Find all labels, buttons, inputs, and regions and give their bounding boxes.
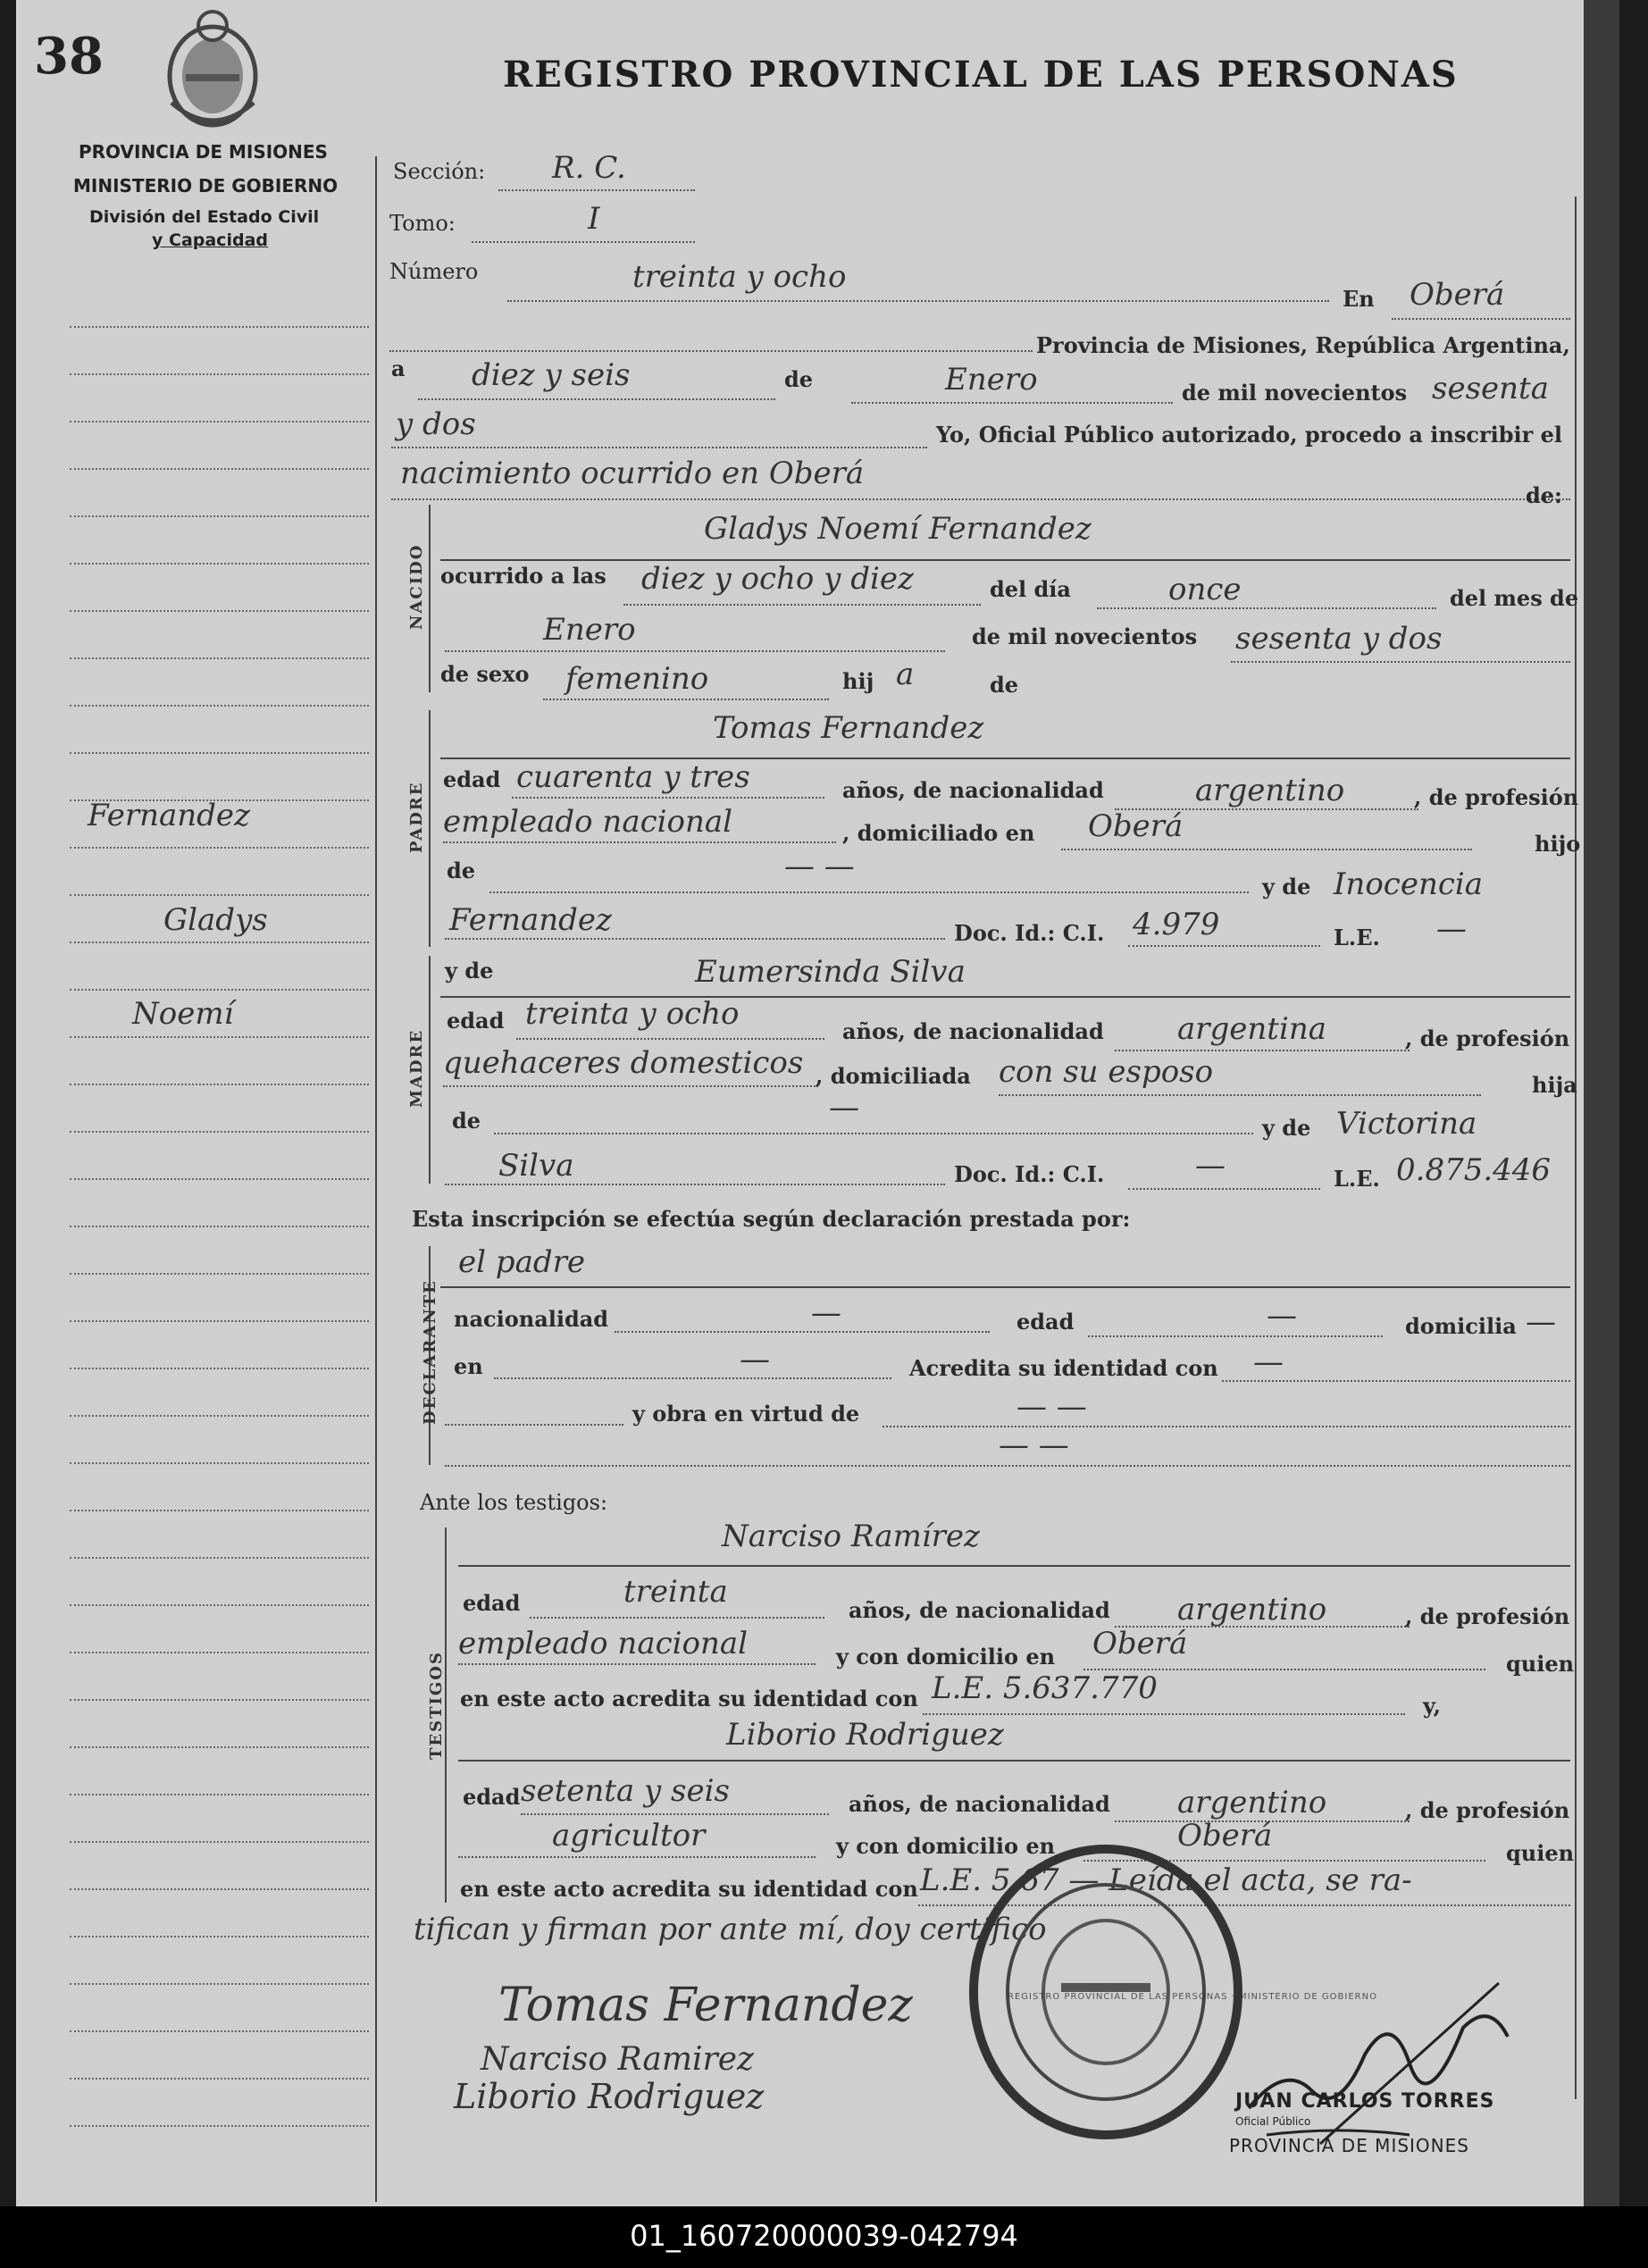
margin-ruled-line — [70, 989, 369, 991]
page-title: REGISTRO PROVINCIAL DE LAS PERSONAS — [503, 54, 1459, 96]
mes-acta-line — [851, 402, 1173, 404]
field-madre-hija-de: — — [829, 1090, 859, 1126]
decl-nac-line — [615, 1331, 990, 1333]
label-t2-acto: en este acto acredita su identidad con — [460, 1876, 918, 1902]
signature-witness-2: Liborio Rodriguez — [454, 2077, 765, 2116]
label-padre-nac: años, de nacionalidad — [842, 777, 1104, 803]
label-t1-nac: años, de nacionalidad — [849, 1597, 1110, 1623]
field-madre-dom: con su esposo — [999, 1054, 1214, 1090]
label-de-colon: de: — [1526, 482, 1562, 508]
field-padre-madre-1: Inocencia — [1334, 866, 1484, 902]
form-right-border — [1575, 197, 1577, 2099]
blank-line-1 — [389, 350, 1033, 352]
margin-surname: Fernandez — [88, 798, 250, 833]
field-decl-en: — — [740, 1342, 770, 1377]
label-de-1: de — [784, 366, 814, 392]
label-t1-edad: edad — [463, 1590, 521, 1616]
dept-line-2: MINISTERIO DE GOBIERNO — [73, 175, 339, 197]
officer-province: PROVINCIA DE MISIONES — [1229, 2135, 1469, 2156]
field-t2-nac: argentino — [1177, 1785, 1327, 1820]
t2-edad-line — [521, 1813, 829, 1815]
dia-acta-line — [418, 398, 775, 400]
decl-obra-pre-line — [445, 1424, 623, 1426]
label-decl-nac: nacionalidad — [454, 1306, 609, 1332]
mes-nac-line — [445, 650, 945, 652]
field-t2-edad: setenta y seis — [521, 1773, 730, 1809]
field-decl-acredita: — — [1253, 1344, 1284, 1380]
label-provincia: Provincia de Misiones, República Argentina, — [1036, 332, 1570, 358]
madre-madre-line — [445, 1184, 945, 1185]
field-madre-le: 0.875.446 — [1396, 1152, 1552, 1188]
margin-ruled-line — [70, 2078, 369, 2080]
madre-ci-line — [1128, 1188, 1320, 1190]
margin-ruled-line — [70, 1510, 369, 1511]
field-t1-prof: empleado nacional — [458, 1626, 749, 1661]
margin-divider — [375, 156, 377, 2202]
field-madre-edad: treinta y ocho — [525, 996, 740, 1032]
margin-ruled-line — [70, 847, 369, 849]
margin-ruled-line — [70, 1888, 369, 1890]
declarante-side-label: DECLARANTE — [421, 1279, 439, 1425]
margin-ruled-line — [70, 657, 369, 659]
field-decl-extra: — — — [999, 1427, 1069, 1463]
madre-edad-line — [516, 1038, 824, 1040]
label-sexo: de sexo — [440, 661, 530, 687]
label-numero: Número — [389, 259, 479, 284]
dept-line-3: División del Estado Civil — [89, 207, 320, 227]
margin-ruled-line — [70, 610, 369, 612]
decl-obra-line — [883, 1426, 1570, 1427]
label-ocurrido: ocurrido a las — [440, 563, 606, 589]
field-nombre-nacido: Gladys Noemí Fernandez — [704, 511, 1092, 547]
label-t2-quien: quien — [1506, 1840, 1575, 1866]
label-padre-hijo: hijo — [1535, 831, 1581, 857]
label-padre-dom: , domiciliado en — [842, 820, 1035, 846]
madre-nac-line — [1115, 1050, 1410, 1051]
madre-side-label: MADRE — [407, 1028, 426, 1108]
madre-prof-line — [443, 1085, 818, 1087]
field-testigo2: Liborio Rodriguez — [726, 1717, 1004, 1753]
label-tomo: Tomo: — [389, 211, 456, 236]
margin-ruled-line — [70, 1084, 369, 1085]
padre-madre-line — [445, 938, 945, 940]
label-padre-prof: , de profesión — [1414, 784, 1579, 810]
margin-ruled-line — [70, 1415, 369, 1417]
field-sexo: femenino — [565, 661, 709, 697]
label-del-mes: del mes de — [1450, 585, 1579, 611]
label-madre-y-de: y de — [445, 958, 494, 983]
label-decl-en: en — [454, 1353, 483, 1379]
label-madre-de: de — [452, 1108, 481, 1134]
field-t1-dom: Oberá — [1092, 1626, 1188, 1661]
field-madre-prof: quehaceres domesticos — [443, 1045, 804, 1081]
field-dia-nac: once — [1168, 572, 1242, 607]
margin-ruled-line — [70, 1557, 369, 1559]
nacido-bracket — [429, 505, 431, 692]
margin-ruled-line — [70, 894, 369, 896]
field-madre-nombre: Eumersinda Silva — [695, 954, 966, 990]
field-madre-madre-1: Victorina — [1336, 1106, 1477, 1142]
seccion-line — [498, 189, 695, 191]
field-padre-hijo-de: — — — [784, 849, 855, 884]
madre-dom-line — [999, 1094, 1481, 1096]
hora-line — [623, 604, 981, 606]
label-padre-de: de — [447, 858, 476, 883]
field-anio-acta-2: y dos — [396, 406, 476, 442]
label-decl-obra: y obra en virtud de — [632, 1401, 860, 1427]
dept-line-1: PROVINCIA DE MISIONES — [79, 141, 328, 163]
testigos-side-label: TESTIGOS — [427, 1651, 446, 1760]
field-seccion: R. C. — [552, 150, 626, 186]
field-decl-edad: — — [1267, 1298, 1297, 1334]
footer-bar — [0, 2206, 1648, 2268]
field-hora: diez y ocho y diez — [641, 561, 914, 597]
margin-ruled-line — [70, 1273, 369, 1275]
field-t2-dom: Oberá — [1177, 1818, 1273, 1854]
padre-bracket — [429, 710, 431, 947]
footer-code: 01_160720000039-042794 — [630, 2219, 1018, 2253]
label-decl-edad: edad — [1016, 1309, 1075, 1335]
padre-side-label: PADRE — [407, 781, 426, 853]
label-t2-edad: edad — [463, 1784, 521, 1810]
book-binding-edge — [1584, 0, 1619, 2206]
margin-ruled-line — [70, 1936, 369, 1937]
label-t1-prof: , de profesión — [1405, 1603, 1570, 1629]
margin-ruled-line — [70, 468, 369, 470]
signature-father: Tomas Fernandez — [498, 1979, 913, 2032]
label-madre-doc: Doc. Id.: C.I. — [954, 1161, 1105, 1187]
label-de-mil-2: de mil novecientos — [972, 623, 1198, 649]
margin-ruled-line — [70, 1983, 369, 1985]
label-padre-doc: Doc. Id.: C.I. — [954, 920, 1105, 946]
coat-of-arms-icon — [159, 4, 266, 130]
field-t2-doc: L.E. 5.67 — Leída el acta, se ra- — [920, 1862, 1412, 1898]
t2-prof-line — [458, 1856, 816, 1858]
margin-ruled-line — [70, 1604, 369, 1606]
margin-ruled-line — [70, 2125, 369, 2127]
seal-text: REGISTRO PROVINCIAL DE LAS PERSONAS · MINISTERIO DE GOBIERNO — [1008, 1992, 1377, 2002]
madre-bracket — [429, 956, 431, 1184]
field-decl-obra: — — — [1016, 1389, 1087, 1425]
field-madre-madre-2: Silva — [498, 1148, 574, 1184]
t1-doc-line — [923, 1713, 1405, 1715]
field-t1-doc: L.E. 5.637.770 — [932, 1670, 1158, 1706]
margin-ruled-line — [70, 752, 369, 754]
field-declarante: el padre — [458, 1244, 585, 1280]
margin-ruled-line — [70, 563, 369, 565]
field-numero: treinta y ocho — [632, 259, 847, 295]
field-padre-edad: cuarenta y tres — [516, 759, 750, 795]
field-dia-acta: diez y seis — [472, 357, 631, 393]
margin-ruled-line — [70, 1131, 369, 1133]
field-t2-prof: agricultor — [552, 1818, 706, 1854]
decl-acredita-line — [1222, 1380, 1570, 1382]
margin-ruled-line — [70, 1368, 369, 1369]
label-decl-dom: domicilia — [1405, 1313, 1517, 1339]
margin-ruled-line — [70, 1178, 369, 1180]
declarante-name-line — [440, 1286, 1570, 1288]
signature-witness-1: Narciso Ramirez — [481, 2041, 754, 2078]
margin-ruled-line — [70, 1699, 369, 1701]
label-decl-acredita: Acredita su identidad con — [909, 1355, 1218, 1381]
anio-acta-line — [391, 447, 927, 448]
label-padre-edad: edad — [443, 766, 501, 792]
label-madre-dom: , domiciliada — [816, 1063, 971, 1089]
padre-hijo-de-line — [489, 891, 1249, 893]
label-a: a — [391, 356, 406, 381]
padre-prof-line — [443, 841, 836, 843]
testigo1-name-line — [458, 1565, 1570, 1567]
label-t1-y: y, — [1423, 1693, 1442, 1719]
label-madre-y-de-2: y de — [1262, 1115, 1311, 1141]
margin-ruled-line — [70, 326, 369, 328]
t1-edad-line — [530, 1617, 824, 1619]
decl-extra-line — [445, 1465, 1570, 1467]
margin-first-name: Gladys — [163, 902, 268, 938]
label-madre-le: L.E. — [1334, 1166, 1380, 1192]
label-declaracion: Esta inscripción se efectúa según declaración prestada por: — [412, 1206, 1131, 1232]
dept-line-4: y Capacidad — [152, 230, 268, 250]
field-cierre: tifican y firman por ante mí, doy certifico — [414, 1912, 1047, 1947]
margin-ruled-line — [70, 2030, 369, 2032]
t1-prof-line — [458, 1663, 816, 1665]
label-en: En — [1343, 286, 1375, 312]
margin-ruled-line — [70, 1841, 369, 1843]
label-testigos: Ante los testigos: — [420, 1490, 608, 1515]
margin-ruled-line — [70, 942, 369, 943]
field-padre-madre-2: Fernandez — [449, 902, 612, 938]
margin-ruled-line — [70, 373, 369, 375]
madre-hija-de-line — [494, 1133, 1253, 1134]
decl-edad-line — [1088, 1335, 1383, 1337]
field-anio-acta-1: sesenta — [1432, 371, 1549, 406]
hecho-line — [391, 498, 1570, 500]
nacido-side-label: NACIDO — [407, 543, 426, 630]
margin-ruled-line — [70, 515, 369, 517]
anio-nac-line — [1231, 661, 1570, 663]
decl-en-line — [494, 1377, 891, 1379]
padre-ci-line — [1128, 945, 1320, 947]
margin-ruled-line — [70, 1746, 369, 1748]
field-padre-prof: empleado nacional — [443, 804, 733, 840]
numero-line — [507, 300, 1329, 302]
label-de-mil: de mil novecientos — [1182, 380, 1408, 406]
field-padre-dom: Oberá — [1088, 808, 1184, 844]
label-madre-prof: , de profesión — [1405, 1025, 1570, 1051]
label-t1-acto: en este acto acredita su identidad con — [460, 1686, 918, 1711]
sexo-line — [543, 699, 829, 700]
field-padre-ci: 4.979 — [1133, 907, 1220, 942]
label-padre-y-de: y de — [1262, 874, 1311, 900]
label-t2-dom: y con domicilio en — [836, 1833, 1056, 1859]
label-seccion: Sección: — [393, 159, 486, 184]
margin-ruled-line — [70, 1652, 369, 1653]
label-t1-quien: quien — [1506, 1651, 1575, 1677]
margin-ruled-line — [70, 1226, 369, 1227]
field-padre-nac: argentino — [1195, 773, 1345, 808]
field-decl-dom: — — [1526, 1304, 1556, 1340]
margin-ruled-line — [70, 705, 369, 707]
label-t1-dom: y con domicilio en — [836, 1644, 1056, 1670]
tomo-line — [472, 241, 695, 243]
testigo2-name-line — [458, 1760, 1570, 1762]
officer-name: JUAN CARLOS TORRES — [1235, 2090, 1495, 2113]
label-oficial: Yo, Oficial Público autorizado, procedo a inscribir el — [936, 422, 1563, 448]
field-mes-acta: Enero — [945, 362, 1038, 398]
margin-ruled-line — [70, 1462, 369, 1464]
margin-ruled-line — [70, 1794, 369, 1795]
margin-ruled-line — [70, 421, 369, 423]
field-madre-nac: argentina — [1177, 1011, 1327, 1047]
margin-ruled-line — [70, 1036, 369, 1038]
label-padre-le: L.E. — [1334, 925, 1380, 950]
field-mes-nac: Enero — [543, 612, 636, 648]
label-hij: hij — [842, 668, 874, 694]
label-madre-edad: edad — [447, 1008, 505, 1034]
en-line — [1392, 318, 1570, 320]
label-de-2: de — [990, 672, 1019, 698]
label-t2-nac: años, de nacionalidad — [849, 1791, 1110, 1817]
field-decl-nac: — — [811, 1295, 841, 1331]
field-hij-suffix: a — [896, 657, 915, 692]
field-t1-nac: argentino — [1177, 1592, 1327, 1628]
field-madre-ci: — — [1195, 1148, 1226, 1184]
field-hecho: nacimiento ocurrido en Oberá — [400, 456, 865, 491]
label-del-dia: del día — [990, 576, 1071, 602]
officer-title: Oficial Público — [1235, 2115, 1311, 2128]
field-lugar: Oberá — [1410, 277, 1505, 313]
field-padre-nombre: Tomas Fernandez — [713, 710, 984, 746]
field-anio-nac: sesenta y dos — [1235, 621, 1443, 657]
label-madre-nac: años, de nacionalidad — [842, 1018, 1104, 1044]
field-padre-le: — — [1436, 911, 1467, 947]
field-t1-edad: treinta — [623, 1574, 728, 1610]
padre-dom-line — [1061, 849, 1472, 850]
page-number: 38 — [34, 27, 104, 86]
birth-certificate-sheet — [16, 0, 1619, 2206]
field-tomo: I — [588, 201, 600, 237]
padre-edad-line — [512, 797, 824, 799]
label-t2-prof: , de profesión — [1405, 1797, 1570, 1823]
nacido-name-line — [440, 559, 1570, 561]
margin-second-name: Noemí — [132, 996, 234, 1032]
margin-ruled-line — [70, 1320, 369, 1322]
dia-nac-line — [1097, 607, 1436, 609]
field-testigo1: Narciso Ramírez — [722, 1519, 980, 1554]
label-madre-hija: hija — [1532, 1072, 1577, 1098]
